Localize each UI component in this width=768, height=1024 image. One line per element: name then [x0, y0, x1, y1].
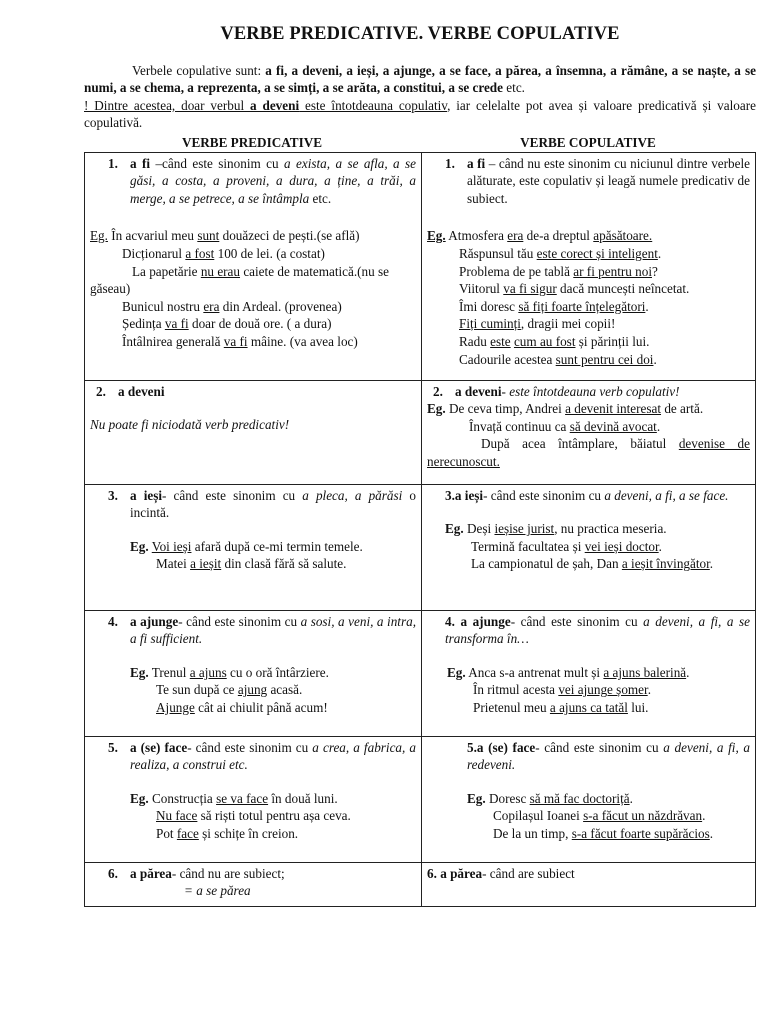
definition-text: - când este sinonim cu	[187, 739, 313, 755]
cell-copulative-a-deveni	[422, 380, 756, 484]
example-text: Termină facultatea și	[471, 538, 585, 554]
example-text: .	[658, 538, 662, 554]
eg-label: Eg.	[130, 790, 149, 806]
eg-label: Eg.	[130, 538, 149, 554]
item-number: 2.	[96, 383, 106, 399]
definition-text: - când nu are subiect;	[171, 865, 285, 881]
intro-paragraph-2	[84, 97, 756, 132]
example-line	[445, 538, 750, 556]
examples	[90, 227, 416, 350]
example-text: să riști totul pentru așa ceva.	[197, 808, 351, 824]
intro-text: Verbele copulative sunt:	[132, 62, 266, 78]
example-verb: să devină avocat	[569, 418, 657, 434]
example-verb: s-a făcut foarte supărăcios	[571, 825, 710, 841]
example-verb: cum au fost	[513, 333, 576, 349]
example-text: afară după ce-mi termin temele.	[191, 538, 363, 554]
item-number: 5.	[108, 739, 118, 755]
eg-label: Eg.	[467, 790, 486, 806]
example-line	[130, 555, 416, 573]
synonyms: a exista, a se afla, a se găsi, a costa, a proveni, a dura, a ține, a trăi, a merge, a se petrece, a se întâmpla	[130, 155, 417, 206]
item-number: 1.	[445, 155, 455, 171]
example-text: Trenul	[148, 664, 190, 680]
verb-label: 4. a ajunge	[445, 613, 511, 629]
example-verb: Fiți cuminți	[459, 316, 521, 332]
example-text: lui.	[627, 699, 649, 715]
example-line	[130, 664, 416, 682]
example-verb: era	[203, 298, 220, 314]
definition	[455, 383, 750, 401]
example-text: Anca s-a antrenat mult și	[465, 664, 604, 680]
example-verb: ajung	[237, 682, 268, 698]
definition	[130, 613, 416, 648]
cell-copulative-a-ajunge	[422, 610, 756, 736]
example-text: cu o oră întârziere.	[226, 664, 329, 680]
example-text: douăzeci de pești.(se află)	[219, 228, 360, 244]
eg-label: Eg.	[445, 521, 464, 537]
examples	[90, 790, 416, 843]
example-text: .	[657, 245, 662, 261]
synonyms: a deveni, a fi, a redeveni.	[467, 739, 751, 773]
cell-predicative-a-parea	[85, 862, 422, 906]
example-verb: sunt pentru cei doi	[555, 351, 654, 367]
example-line	[130, 538, 416, 556]
synonyms: a deveni, a fi, a se face.	[604, 487, 729, 503]
cell-copulative-a-fi	[422, 152, 756, 380]
example-text: .	[647, 682, 651, 698]
item-number: 4.	[108, 613, 118, 629]
example-verb: va fi	[223, 333, 248, 349]
example-line	[427, 418, 750, 436]
example-verb: apăsătoare.	[593, 228, 653, 244]
example-text: de-a dreptul	[523, 228, 594, 244]
example-text: Răspunsul tău	[459, 245, 537, 261]
example-text: .	[709, 825, 714, 841]
item-number: 3.	[108, 487, 118, 503]
definition-end: o incintă.	[130, 487, 416, 521]
cell-copulative-a-parea	[422, 862, 756, 906]
example-verb: devenise de nerecunoscut.	[427, 436, 750, 469]
example-text: Ședința	[122, 316, 165, 332]
intro	[84, 62, 756, 132]
example-line	[445, 555, 750, 573]
column-header-predicative: VERBE PREDICATIVE	[181, 134, 323, 150]
example-text: Prietenul meu	[473, 699, 550, 715]
synonyms: a deveni, a fi, a se transforma în…	[445, 613, 750, 647]
example-verb: vei ajunge șomer	[558, 682, 648, 698]
cell-predicative-a-iesi	[85, 484, 422, 610]
example-verb: ieșise jurist	[494, 521, 555, 537]
example-text: ?	[652, 263, 658, 279]
note-text-3: , iar celelalte pot avea și valoare predicativă și valoare copulativă.	[84, 97, 756, 131]
intro-text-end: etc.	[503, 80, 525, 96]
example-text: Îmi doresc	[459, 298, 519, 314]
definition-note: este întotdeauna verb copulativ!	[509, 383, 680, 399]
example-text: Radu	[459, 333, 491, 349]
example-text: de artă.	[661, 401, 704, 417]
example-text: Pot	[156, 825, 177, 841]
example-verb: este	[490, 333, 511, 349]
examples	[90, 664, 416, 717]
example-text: De la un timp,	[493, 825, 572, 841]
example-text: Bunicul nostru	[122, 298, 204, 314]
example-line	[427, 245, 750, 263]
example-text: .	[686, 664, 690, 680]
example-line	[90, 315, 416, 333]
example-text: caiete de matematică.(nu se găseau)	[90, 263, 390, 297]
example-verb: să fiți foarte înțelegători	[518, 298, 646, 314]
example-verb: se va face	[216, 790, 269, 806]
example-text: Cadourile acestea	[459, 351, 556, 367]
example-text: Dicționarul	[122, 245, 186, 261]
example-verb: a ajuns ca tatăl	[549, 699, 628, 715]
definition-text: – când nu este sinonim cu niciunul dintre verbele alăturate, este copulativ și leagă numele predicativ de subiect.	[467, 155, 751, 206]
example-text: Întâlnirea generală	[122, 333, 224, 349]
definition-text: -	[501, 383, 510, 399]
note: Nu poate fi niciodată verb predicativ!	[90, 417, 290, 433]
examples	[427, 227, 750, 368]
cell-predicative-a-deveni	[85, 380, 422, 484]
definition-text: - când este sinonim cu	[510, 613, 644, 629]
verb-label: a ieși	[130, 487, 163, 503]
definition	[130, 155, 416, 208]
verb-label: a fi	[130, 155, 151, 171]
example-text: .	[653, 351, 657, 367]
table-row	[85, 736, 756, 862]
example-text: doar de două ore. ( a dura)	[188, 316, 332, 332]
example-verb: să mă fac doctoriță	[529, 790, 630, 806]
example-text: acasă.	[267, 682, 303, 698]
examples	[90, 538, 416, 573]
definition-text: - când este sinonim cu	[178, 613, 301, 629]
example-line	[130, 790, 416, 808]
examples	[427, 790, 750, 843]
table-row	[85, 610, 756, 736]
example-text: De ceva timp, Andrei	[445, 401, 566, 417]
example-line	[130, 825, 416, 843]
example-text: , nu practica meseria.	[554, 521, 667, 537]
definition-text: - când are subiect	[482, 865, 575, 881]
example-line	[427, 280, 750, 298]
example-text: .	[702, 808, 706, 824]
note-text-2: este întotdeauna copulativ	[299, 97, 448, 113]
example-text: Atmosfera	[445, 228, 508, 244]
item-number: 1.	[108, 155, 118, 171]
example-line	[130, 807, 416, 825]
eg-label: Eg.	[90, 228, 108, 244]
example-text: Construcția	[148, 790, 217, 806]
definition-text: - când este sinonim cu	[162, 487, 303, 503]
verb-label: 5.a (se) face	[467, 739, 536, 755]
example-line	[427, 351, 750, 369]
example-line	[447, 699, 750, 717]
definition	[427, 487, 750, 505]
cell-predicative-a-fi	[85, 152, 422, 380]
example-line	[447, 664, 750, 682]
verb-label: 6. a părea	[427, 865, 483, 881]
example-verb: Voi ieși	[151, 538, 192, 554]
example-text: în două luni.	[268, 790, 338, 806]
example-text: , dragii mei copii!	[520, 316, 616, 332]
example-verb: nu erau	[200, 263, 241, 279]
example-text: și părinții lui.	[575, 333, 650, 349]
note-verb: a deveni	[250, 97, 300, 113]
example-text: cât ai chiulit până acum!	[194, 699, 328, 715]
example-verb: sunt	[197, 228, 220, 244]
example-line	[130, 681, 416, 699]
column-header-copulative: VERBE COPULATIVE	[520, 134, 656, 150]
table-row	[85, 484, 756, 610]
synonyms: a pleca, a părăsi	[302, 487, 403, 503]
example-text: mâine. (va avea loc)	[247, 333, 358, 349]
eg-label: Eg.	[447, 664, 466, 680]
example-line	[467, 825, 750, 843]
example-verb: a devenit interesat	[565, 401, 662, 417]
document-page	[84, 26, 756, 907]
cell-copulative-a-se-face	[422, 736, 756, 862]
example-line	[447, 681, 750, 699]
example-verb: a ajuns balerină	[603, 664, 687, 680]
item-number: 6.	[108, 865, 118, 881]
definition	[427, 739, 750, 774]
definition-text: - când este sinonim cu	[483, 487, 605, 503]
example-text: din Ardeal. (provenea)	[219, 298, 342, 314]
example-verb: face	[176, 825, 199, 841]
example-text: Te sun după ce	[156, 682, 238, 698]
example-verb: a ajuns	[189, 664, 227, 680]
example-line	[90, 298, 416, 316]
example-verb: este corect și inteligent	[536, 245, 658, 261]
example-verb: Ajunge	[156, 699, 195, 715]
verb-label: a deveni	[118, 383, 165, 399]
example-text: Copilașul Ioanei	[493, 808, 584, 824]
verb-label: a deveni	[455, 383, 502, 399]
example-verb: era	[507, 228, 524, 244]
verb-label: a (se) face	[130, 739, 188, 755]
example-line	[427, 315, 750, 333]
example-text: și schițe în creion.	[198, 825, 299, 841]
page-title: VERBE PREDICATIVE. VERBE COPULATIVE	[220, 24, 620, 44]
example-text: După acea întâmplare, băiatul	[481, 436, 679, 452]
cell-predicative-a-ajunge	[85, 610, 422, 736]
example-line	[90, 333, 416, 351]
example-verb: a fost	[185, 245, 215, 261]
table-row	[85, 152, 756, 380]
example-text: .	[645, 298, 649, 314]
table-row	[85, 380, 756, 484]
example-line	[90, 245, 416, 263]
verb-label: a fi	[467, 155, 486, 171]
examples	[427, 520, 750, 573]
definition	[130, 865, 416, 883]
example-line	[467, 790, 750, 808]
example-line	[427, 227, 750, 245]
example-verb: a ieșit învingător	[621, 556, 710, 572]
example-line	[90, 263, 416, 298]
equivalent-form: = a se părea	[184, 883, 251, 899]
example-text: La campionatul de șah, Dan	[471, 556, 622, 572]
example-text: din clasă fără să salute.	[221, 556, 347, 572]
table-row	[85, 862, 756, 906]
example-line	[427, 263, 750, 281]
example-line	[427, 298, 750, 316]
example-text: În acvariul meu	[107, 228, 198, 244]
definition	[427, 613, 750, 648]
definition-end: etc.	[309, 190, 332, 206]
example-verb: va fi	[164, 316, 189, 332]
example-text: .	[709, 556, 714, 572]
verb-table	[84, 152, 756, 907]
column-headers	[84, 134, 756, 152]
example-text: În ritmul acesta	[473, 682, 559, 698]
example-text: La papetărie	[132, 263, 201, 279]
example-text: Învață continuu ca	[469, 418, 570, 434]
example-line	[467, 807, 750, 825]
example-text: dacă muncești neîncetat.	[556, 281, 690, 297]
example-line	[427, 400, 750, 418]
example-verb: a ieșit	[190, 556, 222, 572]
example-line	[130, 699, 416, 717]
cell-predicative-a-se-face	[85, 736, 422, 862]
eg-label: Eg.	[427, 228, 446, 244]
cell-copulative-a-iesi	[422, 484, 756, 610]
example-line	[445, 520, 750, 538]
definition-text: - când este sinonim cu	[535, 739, 664, 755]
example-line	[427, 435, 750, 470]
eg-label: Eg.	[427, 401, 446, 417]
example-line	[90, 227, 416, 245]
example-verb: s-a făcut un năzdrăvan	[583, 808, 703, 824]
note-text: ! Dintre acestea, doar verbul	[84, 97, 251, 113]
definition	[130, 739, 416, 774]
definition-text: –când este sinonim cu	[150, 155, 284, 171]
example-text: Doresc	[485, 790, 530, 806]
example-text: Deși	[463, 521, 495, 537]
example-verb: va fi sigur	[503, 281, 557, 297]
example-verb: Nu face	[156, 808, 198, 824]
synonyms: a sosi, a veni, a intra, a fi sufficient.	[130, 613, 416, 647]
example-verb: vei ieși doctor	[584, 538, 659, 554]
definition	[467, 155, 750, 208]
example-line	[427, 333, 750, 351]
verb-label: 3.a ieși	[445, 487, 484, 503]
verb-label: a ajunge	[130, 613, 179, 629]
verb-label: a părea	[130, 865, 172, 881]
example-text: .	[629, 790, 633, 806]
copulative-verb-list: a fi, a deveni, a ieși, a ajunge, a se face, a părea, a însemna, a rămâne, a se naște, a se numi, a se chema, a reprezenta, a se simți, a se arăta, a constitui, a se crede	[84, 62, 757, 96]
definition	[130, 487, 416, 522]
example-text: Viitorul	[459, 281, 504, 297]
example-verb: ar fi pentru noi	[573, 263, 652, 279]
examples	[427, 664, 750, 717]
item-number: 2.	[433, 383, 443, 399]
example-text: Problema de pe tablă	[459, 263, 574, 279]
definition	[427, 865, 750, 883]
intro-paragraph-1	[84, 62, 756, 97]
example-text: Matei	[156, 556, 191, 572]
synonyms: a crea, a fabrica, a realiza, a construi etc.	[130, 739, 416, 773]
example-text: 100 de lei. (a costat)	[214, 245, 325, 261]
eg-label: Eg.	[130, 664, 149, 680]
example-text: .	[656, 418, 661, 434]
